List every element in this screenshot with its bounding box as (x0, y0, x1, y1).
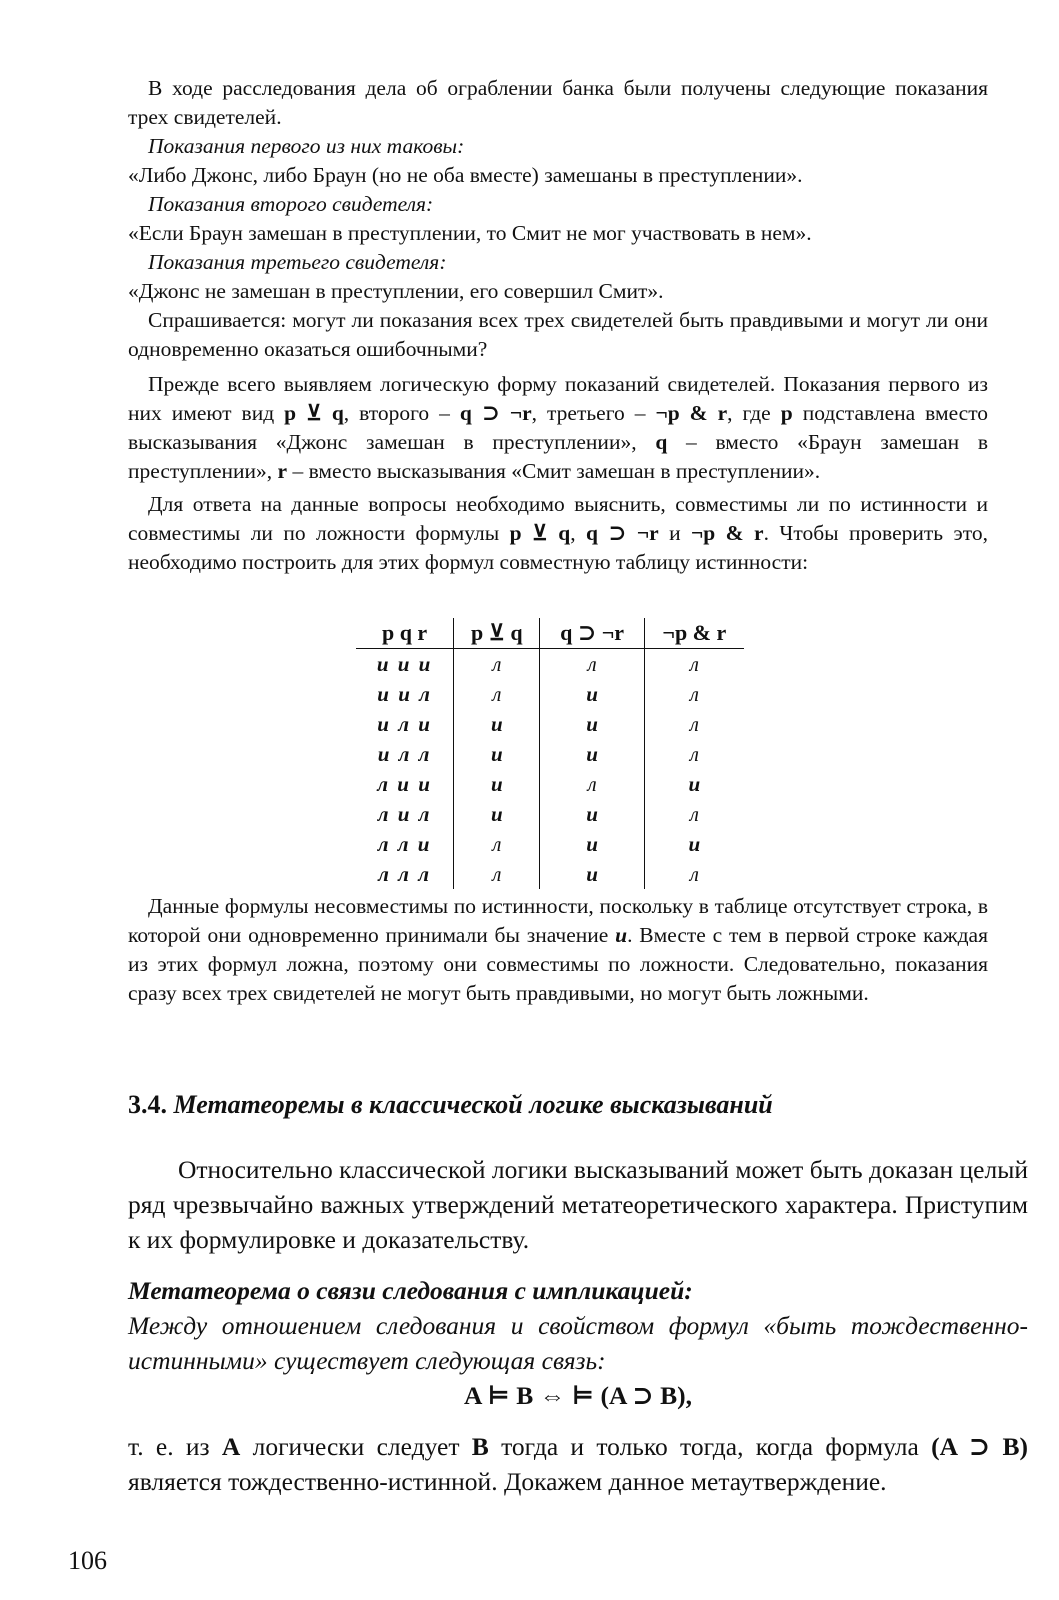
witness1-label: Показания первого из них таковы: (148, 134, 465, 158)
theorem-text: Между отношением следования и свойством формул «быть тождественно-истинными» существует следующая связь: (128, 1311, 1028, 1375)
header-not-p-and-r: ¬p & r (644, 618, 744, 649)
analysis-block (128, 370, 988, 577)
section-title: Метатеоремы в классической логике высказываний (173, 1090, 773, 1119)
intro-text: В ходе расследования дела об ограблении банка были получены следующие показания трех свидетелей. (128, 76, 988, 129)
header-pqr: p q r (356, 618, 454, 649)
var-A: A (221, 1432, 241, 1461)
theorem-formula: A ⊨ B ⇔ ⊨ (A ⊃ B), (464, 1381, 692, 1410)
witness2-label: Показания второго свидетеля: (148, 192, 434, 216)
table-row: и л и и и л (356, 709, 744, 739)
section-number: 3.4. (128, 1090, 167, 1119)
formula-A-impl-B: (A ⊃ B) (931, 1432, 1029, 1461)
table-row: л и и и л и (356, 769, 744, 799)
witness3-label: Показания третьего свидетеля: (148, 250, 447, 274)
truth-value-i: и (615, 923, 628, 947)
var-r: r (277, 459, 288, 483)
var-p: p (780, 401, 793, 425)
var-q: q (655, 430, 668, 454)
intro-block (128, 74, 988, 364)
page-number: 106 (68, 1546, 107, 1575)
analysis-paragraph-1: Прежде всего выявляем логическую форму показаний свидетелей. Показания первого из них имеют вид p ⊻ q, второго – q ⊃ ¬r, третьего – ¬p & r, где p подставлена вместо высказывания «Джонс замешан в преступлении», q – вместо «Браун замешан в преступлении», r – вместо высказывания «Смит замешан в преступлении». (128, 372, 989, 483)
formula-q-impl-not-r: q ⊃ ¬r (459, 401, 532, 425)
formula-p-or-q: p ⊻ q (284, 401, 344, 425)
section-heading (128, 1090, 773, 1120)
header-p-or-q: p ⊻ q (454, 618, 540, 649)
analysis-paragraph-2: Для ответа на данные вопросы необходимо выяснить, совместимы ли по истинности и совместимы ли по ложности формулы p ⊻ q, q ⊃ ¬r и ¬p & r. Чтобы проверить это, необходимо построить для этих формул совместную таблицу истинности: (128, 492, 988, 574)
table-row: и и л л и л (356, 679, 744, 709)
section-body (128, 1152, 1028, 1499)
table-row: л и л и и л (356, 799, 744, 829)
table-row: и и и л л л (356, 649, 744, 680)
theorem-explanation: т. е. из A логически следует B тогда и только тогда, когда формула (A ⊃ B) является тождественно-истинной. Докажем данное метаутверждение. (128, 1432, 1029, 1496)
header-q-impl-not-r: q ⊃ ¬r (540, 618, 644, 649)
truth-table (356, 618, 744, 889)
theorem-title: Метатеорема о связи следования с импликацией: (128, 1276, 693, 1305)
conclusion-paragraph: Данные формулы несовместимы по истинности, поскольку в таблице отсутствует строка, в которой они одновременно принимали бы значение и. Вместе с тем в первой строке каждая из этих формул ложна, поэтому они совместимы по ложности. Следовательно, показания сразу всех трех свидетелей не могут быть правдивыми, но могут быть ложными. (128, 894, 988, 1005)
table-row: л л и л и и (356, 829, 744, 859)
witness3-text: «Джонс не замешан в преступлении, его совершил Смит». (128, 279, 664, 303)
table-row: и л л и и л (356, 739, 744, 769)
witness1-text: «Либо Джонс, либо Браун (но не оба вместе) замешаны в преступлении». (128, 163, 803, 187)
table-row: л л л л и л (356, 859, 744, 889)
var-B: B (471, 1432, 489, 1461)
section-intro: Относительно классической логики высказываний может быть доказан целый ряд чрезвычайно важных утверждений метатеоретического характера. Приступим к их формулировке и доказательству. (128, 1155, 1028, 1254)
intro-paragraph (128, 74, 988, 132)
formula-not-p-and-r: ¬p & r (655, 401, 728, 425)
truth-table-header (356, 618, 744, 649)
question-text: Спрашивается: могут ли показания всех трех свидетелей быть правдивыми и могут ли они одновременно оказаться ошибочными? (128, 308, 988, 361)
witness2-text: «Если Браун замешан в преступлении, то Смит не мог участвовать в нем». (128, 221, 812, 245)
conclusion-block (128, 892, 988, 1008)
